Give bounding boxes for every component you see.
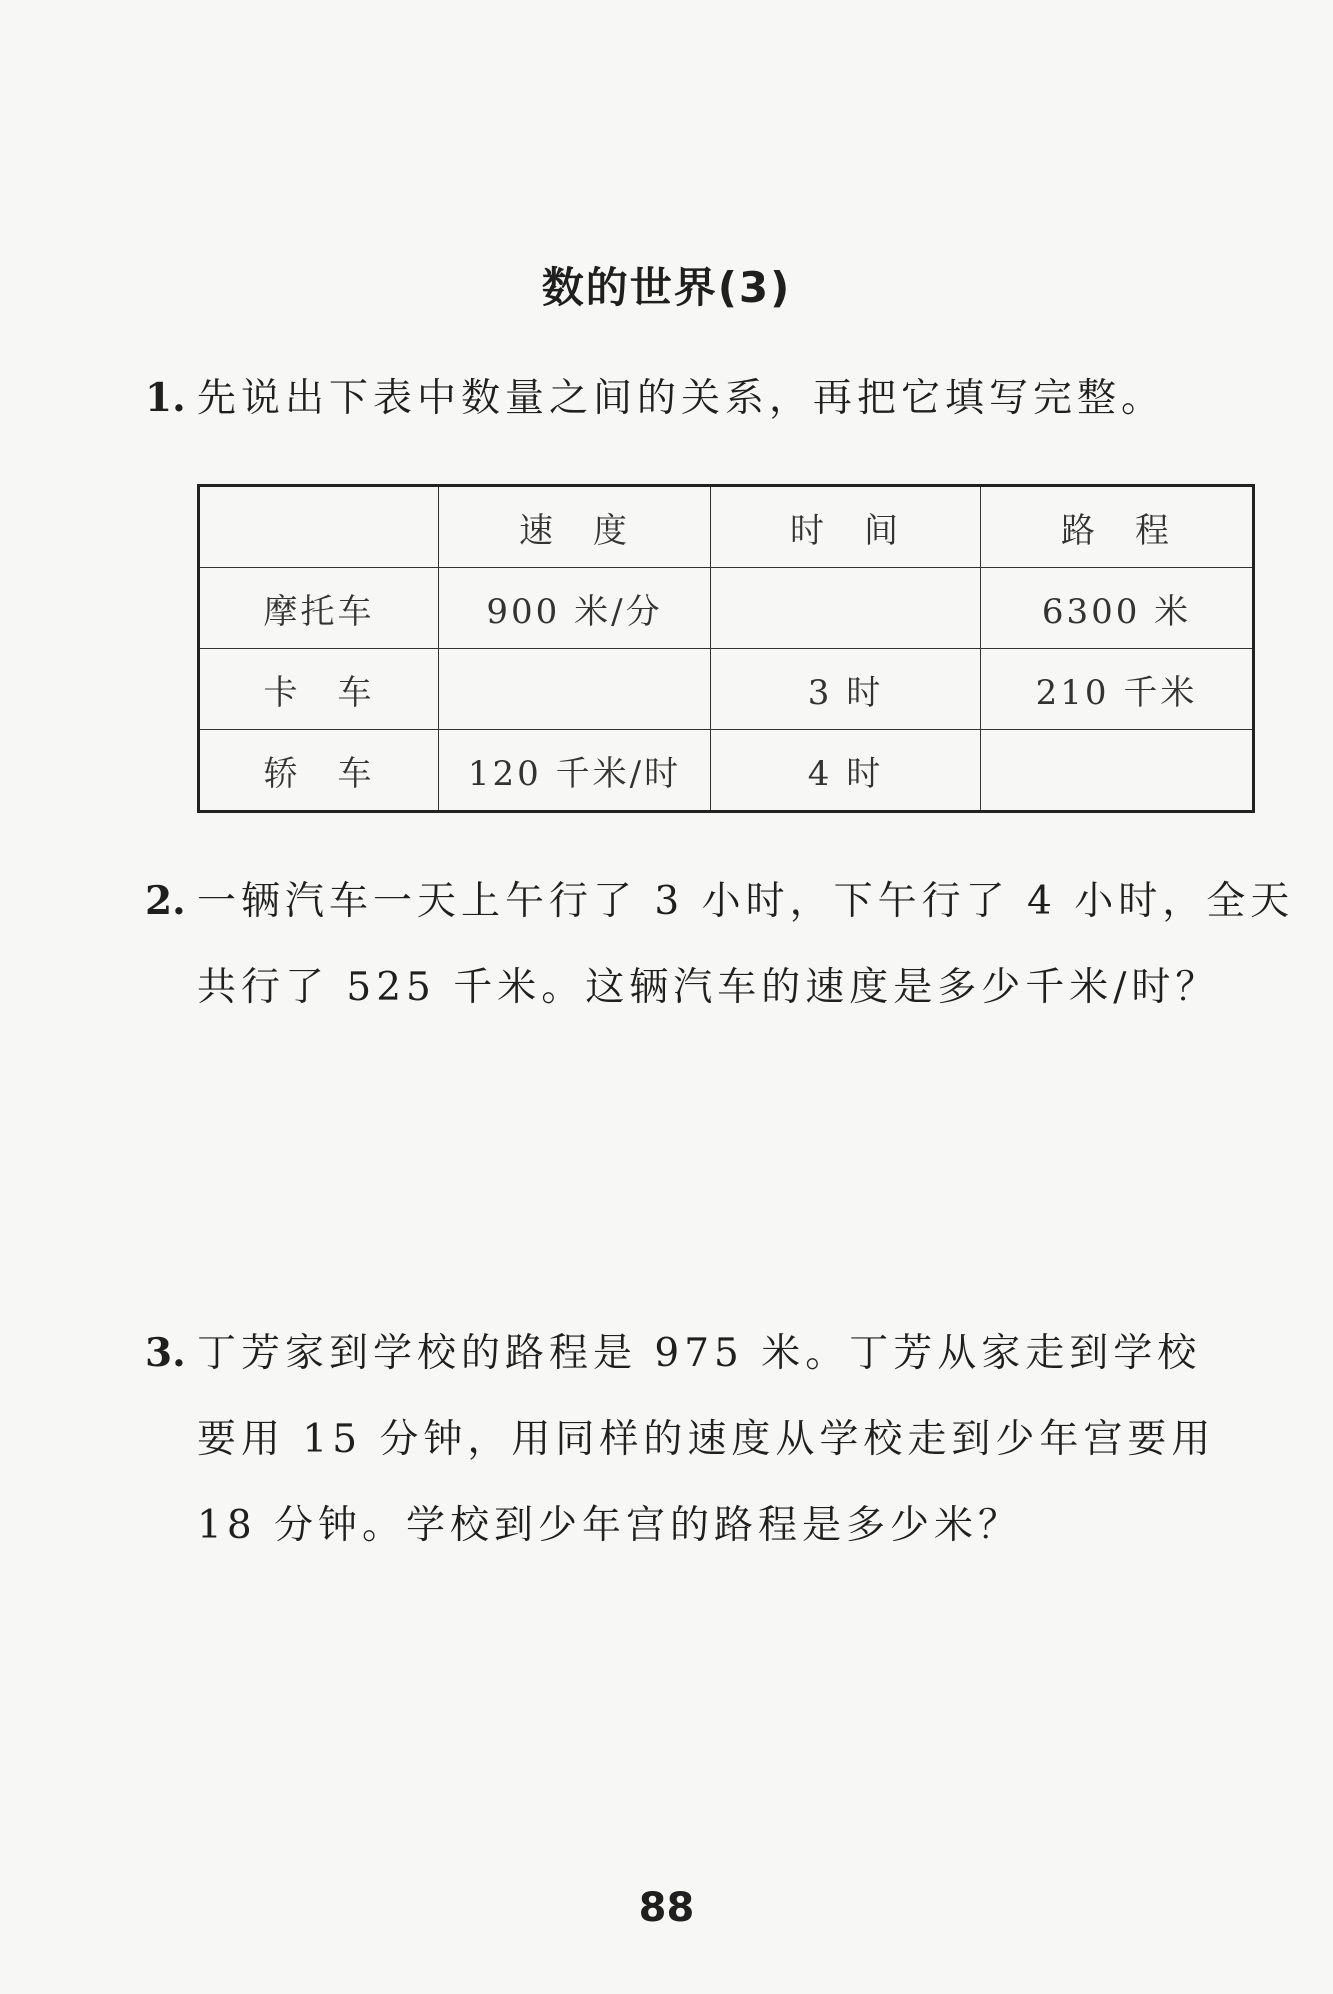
question-2 [145, 858, 1295, 1031]
question-3-line-2: 要用 15 分钟，用同样的速度从学校走到少年宫要用 [197, 1417, 1216, 1462]
page-number: 88 [638, 1885, 695, 1931]
speed-time-distance-table [197, 484, 1255, 813]
truck-time: 3 时 [711, 649, 981, 730]
truck-distance: 210 千米 [981, 649, 1254, 730]
car-time: 4 时 [711, 730, 981, 812]
row-label-truck: 卡 车 [199, 649, 439, 730]
question-3-line-1 [145, 1310, 1245, 1397]
motorcycle-speed: 900 米/分 [439, 568, 711, 649]
table-header-speed: 速 度 [439, 486, 711, 568]
table-row [199, 730, 1254, 812]
question-3 [145, 1310, 1245, 1569]
car-distance-blank[interactable] [981, 730, 1254, 812]
table-row [199, 649, 1254, 730]
page-title: 数的世界(3) [541, 263, 792, 312]
row-label-car: 轿 车 [199, 730, 439, 812]
row-label-motorcycle: 摩托车 [199, 568, 439, 649]
motorcycle-time-blank[interactable] [711, 568, 981, 649]
table-header-distance: 路 程 [981, 486, 1254, 568]
question-2-line-1 [145, 858, 1295, 945]
question-3-line-3: 18 分钟。学校到少年宫的路程是多少米？ [197, 1503, 1023, 1548]
car-speed: 120 千米/时 [439, 730, 711, 812]
motorcycle-distance: 6300 米 [981, 568, 1254, 649]
table-header-cell-empty [199, 486, 439, 568]
question-2-text-1: 一辆汽车一天上午行了 3 小时，下午行了 4 小时，全天 [197, 879, 1295, 924]
question-1-number: 1. [145, 375, 186, 421]
table-header-time: 时 间 [711, 486, 981, 568]
question-1 [145, 355, 1245, 442]
question-1-line-1 [145, 355, 1245, 442]
question-3-number: 3. [145, 1330, 186, 1376]
question-2-line-2: 共行了 525 千米。这辆汽车的速度是多少千米/时？ [197, 965, 1220, 1010]
table-row [199, 568, 1254, 649]
table-header-row [199, 486, 1254, 568]
question-3-text-1: 丁芳家到学校的路程是 975 米。丁芳从家走到学校 [197, 1331, 1202, 1376]
question-2-number: 2. [145, 878, 186, 924]
truck-speed-blank[interactable] [439, 649, 711, 730]
question-1-text: 先说出下表中数量之间的关系，再把它填写完整。 [197, 376, 1166, 421]
